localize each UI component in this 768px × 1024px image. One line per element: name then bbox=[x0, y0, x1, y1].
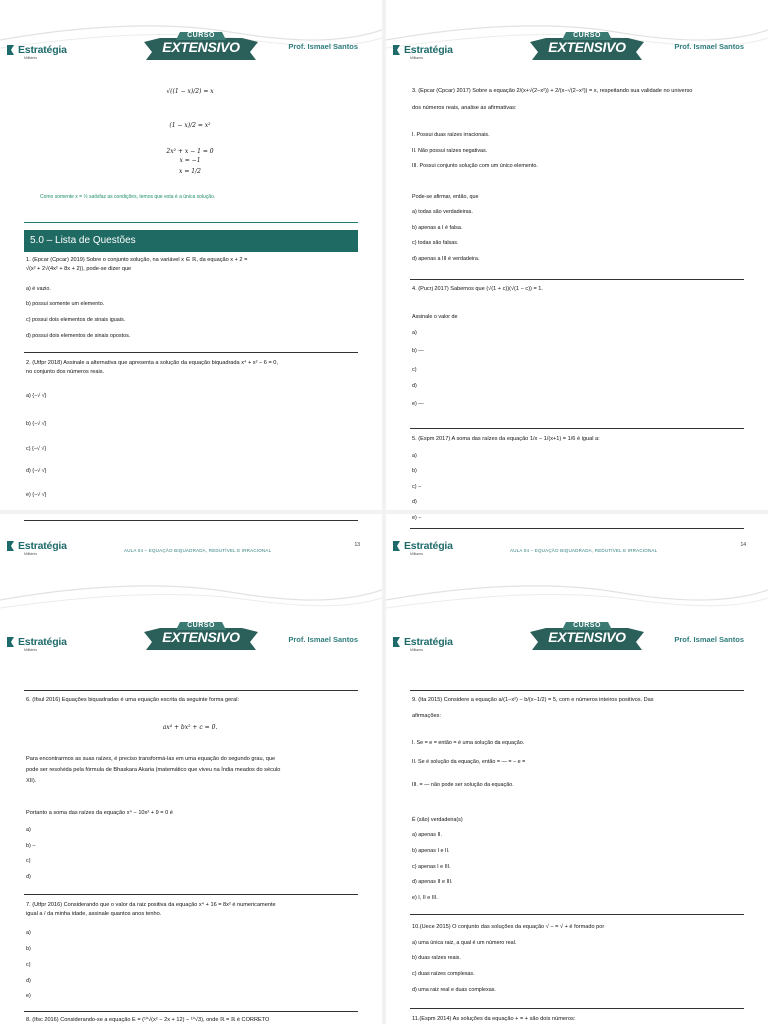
question-9-line-1: 9. (Ita 2015) Considere a equação a/(1−x²) − b/(x−1/2) = 5, com e números inteiros positivos. Das bbox=[412, 697, 654, 703]
question-1-option-a: a) é vazio. bbox=[26, 286, 51, 292]
banner-curso-text: CURSO bbox=[187, 32, 215, 39]
banner-extensivo-text: EXTENSIVO bbox=[548, 39, 626, 55]
divider bbox=[24, 352, 358, 353]
equation-line-2: (1 − x)/2 = x² bbox=[169, 122, 211, 129]
question-3-option-c: c) todas são falsas. bbox=[412, 240, 459, 246]
estrategia-logo bbox=[6, 636, 67, 652]
banner-curso-text: CURSO bbox=[187, 622, 215, 629]
question-9-option-b: b) apenas I e II. bbox=[412, 848, 450, 854]
solution-note: Como somente x = ½ satisfaz as condições, temos que esta é a única solução. bbox=[40, 194, 216, 200]
question-10-line-1: 10.(Uece 2015) O conjunto das soluções da equação √ − = √ + é formado por bbox=[412, 924, 605, 930]
question-3-statement-2: II. Não possui raízes negativas. bbox=[412, 148, 488, 154]
question-2-option-c: c) {−√ √} bbox=[26, 446, 47, 452]
banner-extensivo-text: EXTENSIVO bbox=[162, 629, 240, 645]
question-4-line-1: 4. (Pucrj 2017) Sabemos que (√(1 + c))(√(1 − c)) = 1. bbox=[412, 286, 543, 292]
question-1-line-2: √(x² + 2√(4x² + 8x + 2)), pode-se dizer que bbox=[26, 266, 132, 272]
logo-text: Estratégia bbox=[18, 540, 67, 552]
question-1-line-1: 1. (Epcar (Cpcar) 2019) Sobre o conjunto solução, na variável x ∈ ℝ, da equação x + 2 = bbox=[26, 257, 248, 263]
question-9-option-d: d) apenas II e III. bbox=[412, 879, 453, 885]
question-4-option-d: d) bbox=[412, 383, 417, 389]
question-2-option-d: d) {−√ √} bbox=[26, 468, 47, 474]
question-9-option-c: c) apenas I e III. bbox=[412, 864, 451, 870]
question-3-line-2: dos números reais, analise as afirmativas: bbox=[412, 105, 517, 111]
question-11-line-1: 11.(Espm 2014) As soluções da equação + = + são dois números: bbox=[412, 1016, 576, 1022]
question-10-option-b: b) duas raízes reais. bbox=[412, 955, 461, 961]
estrategia-logo bbox=[6, 540, 67, 556]
question-7-line-1: 7. (Utfpr 2016) Considerando que o valor da raiz positiva da equação x⁴ + 16 = 8x² é numericamente bbox=[26, 902, 276, 908]
question-6-line-1: 6. (Ifsul 2016) Equações biquadradas é uma equação escrita da seguinte forma geral: bbox=[26, 697, 240, 703]
professor-name: Prof. Ismael Santos bbox=[288, 42, 358, 51]
question-7-option-c: c) bbox=[26, 962, 31, 968]
question-7-option-e: e) bbox=[26, 993, 31, 999]
question-9-statement-2: II. Se é solução da equação, então = — = − e = bbox=[412, 759, 526, 765]
footer-title: AULA 04 – EQUAÇÃO BIQUADRADA, REDUTÍVEL E IRRACIONAL bbox=[124, 548, 272, 553]
question-3-statement-3: III. Possui conjunto solução com um único elemento. bbox=[412, 163, 538, 169]
question-2-line-1: 2. (Utfpr 2018) Assinale a alternativa que apresenta a solução da equação biquadrada x⁴ + x² − 6 = 0, bbox=[26, 360, 278, 366]
question-10-option-c: c) duas raízes complexas. bbox=[412, 971, 475, 977]
question-6-line-3: pode ser resolvida pela fórmula de Bhaskara Akaria (matemático que viveu na Índia meados do século bbox=[26, 767, 281, 773]
estrategia-logo-icon bbox=[392, 44, 401, 56]
page-13 bbox=[0, 0, 382, 510]
question-1-option-b: b) possui somente um elemento. bbox=[26, 301, 105, 307]
question-2-line-2: no conjunto dos números reais. bbox=[26, 369, 105, 375]
question-9-statement-1: I. Se = e = então = é uma solução da equação. bbox=[412, 740, 525, 746]
estrategia-logo bbox=[6, 44, 67, 60]
question-9-prompt: É (são) verdadeira(s) bbox=[412, 817, 463, 823]
page-number: 13 bbox=[354, 542, 360, 548]
page-header bbox=[386, 560, 768, 652]
logo-subtitle: Militares bbox=[24, 552, 38, 556]
divider bbox=[24, 690, 358, 691]
question-5-line-1: 5. (Espm 2017) A soma das raízes da equação 1/x − 1/(x+1) = 1/6 é igual a: bbox=[412, 436, 600, 442]
page-14 bbox=[386, 0, 768, 510]
logo-subtitle: Militares bbox=[410, 56, 424, 60]
banner-extensivo-text: EXTENSIVO bbox=[162, 39, 240, 55]
section-title: 5.0 – Lista de Questões bbox=[24, 230, 358, 252]
logo-text: Estratégia bbox=[404, 44, 453, 56]
question-2-option-b: b) {−√ √} bbox=[26, 421, 47, 427]
question-6-option-a: a) bbox=[26, 827, 31, 833]
question-7-option-a: a) bbox=[26, 930, 31, 936]
question-3-option-b: b) apenas a I é falsa. bbox=[412, 225, 463, 231]
question-3-line-1: 3. (Epcar (Cpcar) 2017) Sobre a equação 2/(x+√(2−x²)) + 2/(x−√(2−x²)) = x, respeitando sua validade no universo bbox=[412, 88, 693, 94]
divider bbox=[24, 520, 358, 521]
question-9-option-a: a) apenas II. bbox=[412, 832, 442, 838]
question-4-option-b: b) — bbox=[412, 348, 424, 354]
question-4-option-c: c) bbox=[412, 367, 417, 373]
estrategia-logo-icon bbox=[6, 44, 15, 56]
estrategia-logo bbox=[392, 540, 453, 556]
page-13-footer bbox=[0, 520, 382, 560]
question-2-option-a: a) {−√ √} bbox=[26, 393, 47, 399]
logo-text: Estratégia bbox=[18, 636, 67, 648]
question-6-option-c: c) bbox=[26, 858, 31, 864]
question-4-option-a: a) bbox=[412, 330, 417, 336]
estrategia-logo-icon bbox=[392, 636, 401, 648]
page-header bbox=[0, 560, 382, 652]
question-6-option-b: b) − bbox=[26, 843, 36, 849]
question-4-option-e: e) — bbox=[412, 401, 424, 407]
equation-line-3: 2x² + x − 1 = 0 bbox=[166, 148, 214, 155]
question-5-option-d: d) bbox=[412, 499, 417, 505]
page-number: 14 bbox=[740, 542, 746, 548]
question-6-line-5: Portanto a soma das raízes da equação x⁴ − 10x² + 9 = 0 é bbox=[26, 810, 173, 816]
question-6-line-2: Para encontrarmos as suas raízes, é preciso transformá-las em uma equação do segundo grau, que bbox=[26, 756, 276, 762]
question-5-option-a: a) bbox=[412, 453, 417, 459]
question-6-equation: ax⁴ + bx² + c = 0. bbox=[162, 724, 218, 731]
question-5-option-e: e) − bbox=[412, 515, 422, 521]
estrategia-logo bbox=[392, 636, 453, 652]
question-3-statement-1: I. Possui duas raízes irracionais. bbox=[412, 132, 490, 138]
question-4-prompt: Assinale o valor de bbox=[412, 314, 458, 320]
page-14-footer bbox=[386, 520, 768, 560]
question-9-statement-3: III. = — não pode ser solução da equação. bbox=[412, 782, 514, 788]
question-9-line-2: afirmações: bbox=[412, 713, 441, 719]
question-1-option-d: d) possui dois elementos de sinais opostos. bbox=[26, 333, 131, 339]
divider bbox=[410, 914, 744, 915]
logo-subtitle: Militares bbox=[410, 552, 424, 556]
question-9-option-e: e) I, II e III. bbox=[412, 895, 438, 901]
page-header bbox=[386, 0, 768, 74]
equation-line-1: √((1 − x)/2) = x bbox=[166, 88, 214, 95]
footer-title: AULA 04 – EQUAÇÃO BIQUADRADA, REDUTÍVEL E IRRACIONAL bbox=[510, 548, 658, 553]
header-swoosh bbox=[0, 578, 382, 618]
logo-text: Estratégia bbox=[404, 540, 453, 552]
question-3-option-a: a) todas são verdadeiras. bbox=[412, 209, 473, 215]
logo-text: Estratégia bbox=[404, 636, 453, 648]
question-2-option-e: e) {−√ √} bbox=[26, 492, 47, 498]
header-swoosh bbox=[386, 578, 768, 618]
banner-extensivo-text: EXTENSIVO bbox=[548, 629, 626, 645]
divider bbox=[24, 222, 358, 223]
question-3-prompt: Pode-se afirmar, então, que bbox=[412, 194, 479, 200]
question-5-option-c: c) − bbox=[412, 484, 422, 490]
question-7-line-2: igual a / da minha idade, assinale quantos anos tenho. bbox=[26, 911, 162, 917]
divider bbox=[410, 690, 744, 691]
question-5-option-b: b) bbox=[412, 468, 417, 474]
logo-subtitle: Militares bbox=[24, 56, 38, 60]
curso-extensivo-banner bbox=[528, 622, 646, 652]
curso-extensivo-banner bbox=[528, 32, 646, 62]
page-15 bbox=[0, 560, 382, 1024]
estrategia-logo-icon bbox=[6, 540, 15, 552]
question-1-option-c: c) possui dois elementos de sinais iguais. bbox=[26, 317, 126, 323]
page-header bbox=[0, 0, 382, 74]
professor-name: Prof. Ismael Santos bbox=[674, 42, 744, 51]
professor-name: Prof. Ismael Santos bbox=[674, 635, 744, 644]
curso-extensivo-banner bbox=[142, 622, 260, 652]
logo-subtitle: Militares bbox=[24, 648, 38, 652]
question-7-option-d: d) bbox=[26, 978, 31, 984]
logo-text: Estratégia bbox=[18, 44, 67, 56]
curso-extensivo-banner bbox=[142, 32, 260, 62]
divider bbox=[410, 279, 744, 280]
question-6-line-4: XII). bbox=[26, 778, 37, 784]
question-8-line-1: 8. (Ifsc 2016) Considerando-se a equação E = (¹⁰√(x² − 2x + 12) − ¹⁰√3), onde ℝ = ℝ é CORRETO bbox=[26, 1017, 270, 1023]
banner-curso-text: CURSO bbox=[573, 622, 601, 629]
divider bbox=[24, 894, 358, 895]
divider bbox=[24, 1011, 358, 1012]
equation-line-5: x = 1/2 bbox=[179, 168, 201, 175]
estrategia-logo-icon bbox=[392, 540, 401, 552]
professor-name: Prof. Ismael Santos bbox=[288, 635, 358, 644]
banner-curso-text: CURSO bbox=[573, 32, 601, 39]
estrategia-logo bbox=[392, 44, 453, 60]
question-10-option-d: d) uma raiz real e duas complexas. bbox=[412, 987, 496, 993]
equation-line-4: x = −1 bbox=[179, 157, 201, 164]
question-6-option-d: d) bbox=[26, 874, 31, 880]
question-7-option-b: b) bbox=[26, 946, 31, 952]
question-3-option-d: d) apenas a III é verdadeira. bbox=[412, 256, 480, 262]
page-gutter-horizontal bbox=[0, 510, 768, 514]
divider bbox=[410, 428, 744, 429]
estrategia-logo-icon bbox=[6, 636, 15, 648]
divider bbox=[410, 1008, 744, 1009]
question-10-option-a: a) uma única raiz, a qual é um número real. bbox=[412, 940, 517, 946]
logo-subtitle: Militares bbox=[410, 648, 424, 652]
divider bbox=[410, 528, 744, 529]
